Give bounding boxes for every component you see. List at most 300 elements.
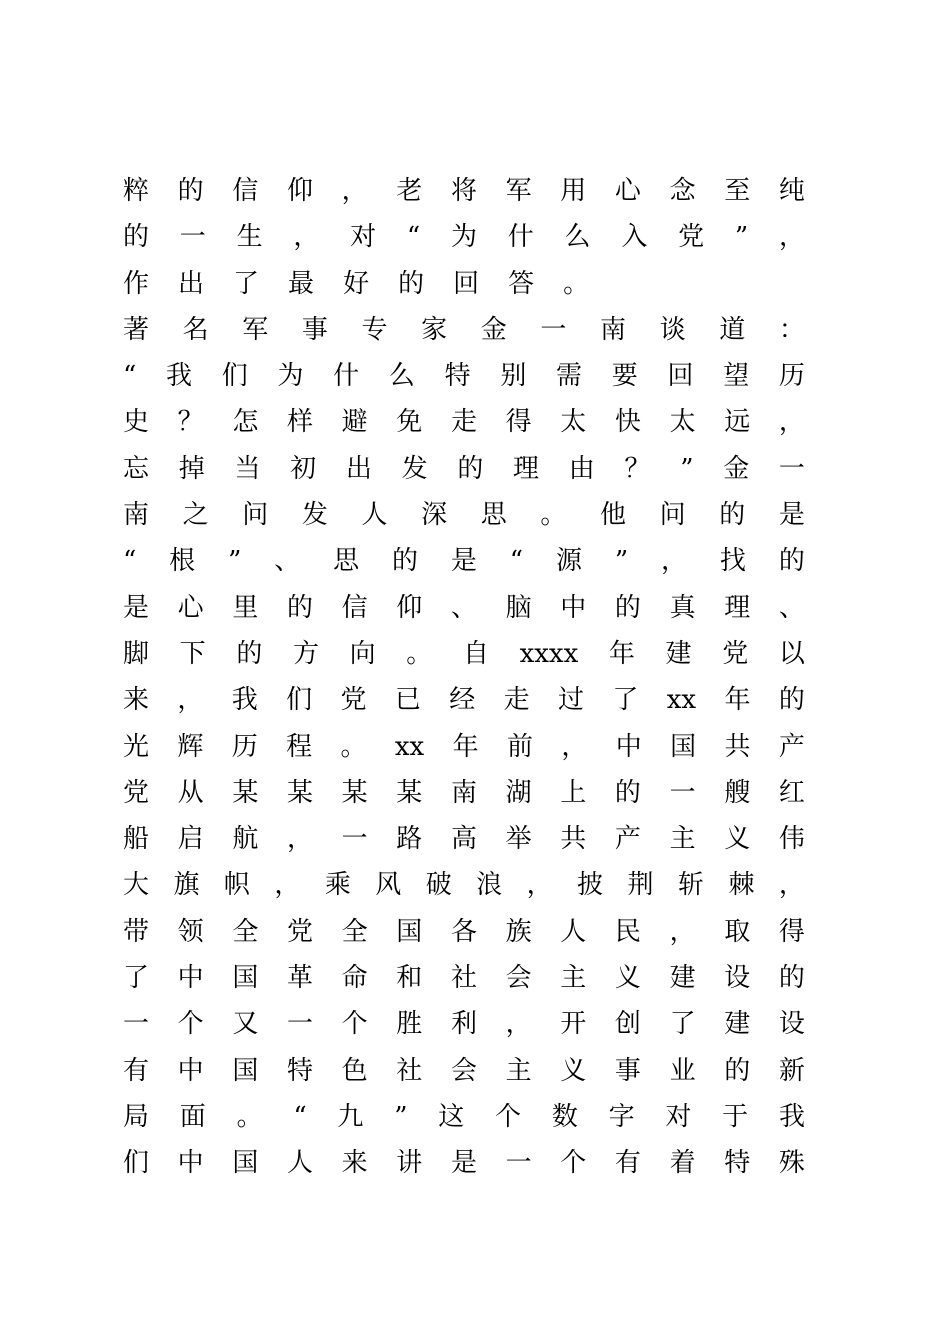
text-glyph: 国	[232, 963, 259, 994]
text-glyph: 念	[669, 176, 696, 206]
text-glyph: 某	[232, 777, 259, 808]
text-glyph: ”	[228, 546, 242, 577]
text-glyph: 历	[231, 731, 258, 762]
text-glyph: 的	[778, 685, 805, 716]
text-glyph: 披	[577, 870, 604, 901]
text-glyph: 个	[177, 1009, 204, 1040]
text-line	[123, 770, 805, 816]
text-glyph: 道	[719, 314, 746, 345]
text-glyph: 举	[505, 824, 532, 855]
text-glyph: 这	[438, 1101, 465, 1132]
text-glyph: ”	[394, 1101, 408, 1132]
text-glyph: 出	[345, 453, 372, 484]
text-glyph: “	[123, 546, 137, 577]
text-glyph: 掉	[178, 453, 205, 484]
text-glyph: 南	[450, 777, 477, 808]
text-glyph: 数	[551, 1101, 578, 1132]
text-glyph: ，	[778, 870, 805, 901]
text-glyph: 于	[722, 1101, 749, 1132]
text-glyph: ，	[661, 546, 688, 577]
text-glyph: 答	[508, 268, 535, 299]
text-glyph: xx	[394, 731, 425, 762]
text-glyph: 个	[560, 1148, 587, 1179]
text-glyph: 出	[178, 268, 205, 299]
text-glyph: 上	[560, 777, 587, 808]
text-glyph: 领	[177, 916, 204, 947]
text-glyph: 深	[421, 500, 448, 531]
text-glyph: 破	[425, 870, 452, 901]
text-glyph: 个	[341, 1009, 368, 1040]
text-glyph: 事	[614, 1055, 641, 1086]
text-glyph: 的	[392, 546, 419, 577]
text-glyph: 的	[778, 546, 805, 577]
text-glyph: 军	[505, 176, 532, 206]
text-glyph: 初	[290, 453, 317, 484]
text-glyph: 大	[123, 870, 150, 901]
text-line	[123, 261, 805, 307]
text-glyph: ：	[778, 314, 805, 345]
text-glyph: 党	[678, 222, 705, 253]
text-glyph: 风	[375, 870, 402, 901]
text-glyph: xx	[666, 685, 697, 716]
text-glyph: 年	[608, 638, 635, 669]
text-glyph: 谈	[659, 314, 686, 345]
text-glyph: 了	[669, 1009, 696, 1040]
text-glyph: 金	[480, 314, 507, 345]
text-glyph: 殊	[778, 1148, 805, 1179]
text-glyph: 将	[450, 176, 477, 206]
text-glyph: 着	[669, 1148, 696, 1179]
text-glyph: 从	[177, 777, 204, 808]
text-line	[123, 399, 805, 445]
text-line	[123, 631, 805, 677]
text-glyph: 业	[669, 1055, 696, 1086]
text-glyph: 义	[614, 963, 641, 994]
text-glyph: 字	[608, 1101, 635, 1132]
text-glyph: 国	[396, 916, 423, 947]
text-glyph: 胜	[396, 1009, 423, 1040]
text-glyph: ，	[177, 685, 204, 716]
text-glyph: 的	[724, 1055, 751, 1086]
text-glyph: 党	[722, 638, 749, 669]
text-glyph: 么	[564, 222, 591, 253]
text-glyph: 望	[723, 361, 750, 392]
text-glyph: 航	[232, 824, 259, 855]
text-glyph: ，	[293, 222, 320, 253]
text-glyph: 中	[177, 1055, 204, 1086]
text-glyph: 回	[667, 361, 694, 392]
text-glyph: 理	[513, 453, 540, 484]
text-glyph: 党	[286, 916, 313, 947]
text-glyph: 中	[560, 592, 587, 623]
text-line	[123, 862, 805, 908]
text-line	[123, 1140, 805, 1186]
text-glyph: 一	[179, 222, 206, 253]
text-glyph: 个	[495, 1101, 522, 1132]
text-glyph: 的	[286, 592, 313, 623]
text-line	[123, 677, 805, 723]
text-glyph: 辉	[177, 731, 204, 762]
text-glyph: 、	[274, 546, 301, 577]
text-glyph: 程	[286, 731, 313, 762]
text-glyph: 旗	[173, 870, 200, 901]
text-glyph: 局	[123, 1101, 150, 1132]
text-glyph: 南	[600, 314, 627, 345]
text-line	[123, 724, 805, 770]
text-glyph: 。	[236, 1101, 263, 1132]
text-glyph: 共	[560, 824, 587, 855]
text-glyph: ，	[286, 824, 313, 855]
text-glyph: 避	[341, 407, 368, 438]
text-glyph: ，	[561, 731, 588, 762]
text-glyph: 中	[177, 1148, 204, 1179]
text-glyph: ”	[614, 546, 629, 577]
text-glyph: 为	[277, 361, 304, 392]
text-glyph: 南	[123, 500, 150, 531]
text-glyph: 著	[123, 314, 150, 345]
text-glyph: 我	[166, 361, 193, 392]
text-glyph: 发	[301, 500, 328, 531]
text-glyph: 国	[232, 1148, 259, 1179]
text-glyph: 讲	[396, 1148, 423, 1179]
text-glyph: 取	[724, 916, 751, 947]
text-glyph: 红	[778, 777, 805, 808]
text-glyph: ？	[177, 407, 204, 438]
text-glyph: 主	[505, 1055, 532, 1086]
text-glyph: 湖	[505, 777, 532, 808]
text-glyph: 全	[341, 916, 368, 947]
text-glyph: 义	[724, 824, 751, 855]
text-glyph: 前	[506, 731, 533, 762]
text-glyph: 中	[615, 731, 642, 762]
text-glyph: 远	[724, 407, 751, 438]
text-glyph: 年	[724, 685, 751, 716]
text-glyph: 的	[457, 453, 484, 484]
text-glyph: 来	[123, 685, 150, 716]
text-glyph: 我	[231, 685, 258, 716]
text-glyph: 得	[778, 916, 805, 947]
text-glyph: 建	[669, 963, 696, 994]
text-glyph: 我	[778, 1101, 805, 1132]
text-glyph: “	[123, 361, 137, 392]
text-glyph: 一	[123, 1009, 150, 1040]
text-glyph: 某	[341, 777, 368, 808]
text-glyph: 用	[560, 176, 587, 206]
text-glyph: ，	[778, 407, 805, 438]
text-glyph: 主	[560, 963, 587, 994]
text-glyph: 命	[341, 963, 368, 994]
text-glyph: “	[509, 546, 524, 577]
text-glyph: 好	[343, 268, 370, 299]
text-glyph: 要	[611, 361, 638, 392]
text-glyph: 找	[719, 546, 746, 577]
text-glyph: ”	[734, 222, 749, 253]
text-glyph: 共	[724, 731, 751, 762]
text-glyph: 年	[452, 731, 479, 762]
text-line	[123, 816, 805, 862]
text-glyph: 一	[341, 824, 368, 855]
text-glyph: 、	[450, 592, 477, 623]
text-glyph: 向	[349, 638, 376, 669]
text-glyph: 设	[778, 1009, 805, 1040]
text-glyph: 心	[614, 176, 641, 206]
text-glyph: 设	[724, 963, 751, 994]
text-glyph: 主	[669, 824, 696, 855]
text-glyph: 经	[449, 685, 476, 716]
text-glyph: 棘	[728, 870, 755, 901]
text-glyph: 们	[221, 361, 248, 392]
text-glyph: 人	[286, 1148, 313, 1179]
text-glyph: 了	[612, 685, 639, 716]
text-glyph: 真	[669, 592, 696, 623]
text-glyph: 粹	[123, 176, 150, 206]
text-glyph: 全	[232, 916, 259, 947]
text-glyph: 是	[450, 546, 477, 577]
text-glyph: 是	[450, 1148, 477, 1179]
text-glyph: 会	[505, 963, 532, 994]
text-glyph: 为	[450, 222, 477, 253]
text-line	[123, 538, 805, 584]
text-glyph: 。	[540, 500, 567, 531]
text-glyph: 什	[507, 222, 534, 253]
text-line	[123, 1001, 805, 1047]
text-glyph: 党	[123, 777, 150, 808]
text-glyph: 思	[480, 500, 507, 531]
text-glyph: 已	[394, 685, 421, 716]
text-glyph: 带	[123, 916, 150, 947]
text-glyph: 是	[123, 592, 150, 623]
text-line	[123, 353, 805, 399]
text-glyph: 了	[233, 268, 260, 299]
text-glyph: 利	[450, 1009, 477, 1040]
text-glyph: 走	[450, 407, 477, 438]
text-glyph: ，	[778, 222, 805, 253]
text-glyph: 对	[350, 222, 377, 253]
text-glyph: 有	[123, 1055, 150, 1086]
text-line	[123, 307, 805, 353]
text-glyph: 特	[444, 361, 471, 392]
text-glyph: 的	[778, 963, 805, 994]
text-glyph: 色	[341, 1055, 368, 1086]
text-glyph: 生	[236, 222, 263, 253]
text-glyph: 伟	[778, 824, 805, 855]
text-glyph: 乘	[324, 870, 351, 901]
text-glyph: 特	[286, 1055, 313, 1086]
text-glyph: 金	[723, 453, 750, 484]
text-line	[123, 909, 805, 955]
text-glyph: 荆	[627, 870, 654, 901]
text-glyph: 对	[665, 1101, 692, 1132]
text-glyph: ，	[274, 870, 301, 901]
text-glyph: 得	[505, 407, 532, 438]
text-glyph: 根	[169, 546, 196, 577]
text-glyph: “	[406, 222, 421, 253]
text-glyph: 军	[242, 314, 269, 345]
text-glyph: 的	[398, 268, 425, 299]
text-glyph: “	[293, 1101, 307, 1132]
text-glyph: 过	[558, 685, 585, 716]
text-glyph: 下	[179, 638, 206, 669]
text-glyph: 家	[421, 314, 448, 345]
text-glyph: 快	[614, 407, 641, 438]
text-glyph: 斩	[677, 870, 704, 901]
text-glyph: 路	[396, 824, 423, 855]
text-line	[123, 955, 805, 1001]
text-glyph: 走	[503, 685, 530, 716]
text-glyph: 的	[177, 176, 204, 206]
text-glyph: 自	[462, 638, 489, 669]
text-glyph: ，	[669, 916, 696, 947]
text-glyph: 历	[778, 361, 805, 392]
text-glyph: 仰	[286, 176, 313, 206]
text-glyph: 建	[724, 1009, 751, 1040]
text-glyph: 作	[123, 268, 150, 299]
text-glyph: 忘	[123, 453, 150, 484]
text-glyph: 九	[337, 1101, 364, 1132]
text-glyph: 样	[286, 407, 313, 438]
text-glyph: 问	[659, 500, 686, 531]
text-glyph: 又	[232, 1009, 259, 1040]
text-glyph: 某	[396, 777, 423, 808]
text-glyph: 。	[340, 731, 367, 762]
text-glyph: 一	[286, 1009, 313, 1040]
text-glyph: 义	[560, 1055, 587, 1086]
text-glyph: ？	[624, 453, 651, 484]
text-glyph: 么	[388, 361, 415, 392]
text-glyph: 史	[123, 407, 150, 438]
text-glyph: 社	[450, 963, 477, 994]
text-glyph: 由	[568, 453, 595, 484]
text-glyph: 艘	[724, 777, 751, 808]
text-glyph: 的	[123, 222, 150, 253]
text-glyph: 中	[177, 963, 204, 994]
text-glyph: 源	[555, 546, 582, 577]
text-glyph: 人	[560, 916, 587, 947]
text-glyph: 面	[179, 1101, 206, 1132]
text-glyph: 脑	[505, 592, 532, 623]
text-glyph: 国	[670, 731, 697, 762]
text-glyph: 事	[301, 314, 328, 345]
text-glyph: 一	[540, 314, 567, 345]
text-glyph: 的	[614, 592, 641, 623]
text-glyph: 一	[669, 777, 696, 808]
text-glyph: 以	[778, 638, 805, 669]
text-line	[123, 214, 805, 260]
text-glyph: 里	[232, 592, 259, 623]
text-glyph: 太	[669, 407, 696, 438]
text-glyph: 船	[123, 824, 150, 855]
text-glyph: 产	[778, 731, 805, 762]
text-glyph: 革	[286, 963, 313, 994]
text-glyph: 至	[724, 176, 751, 206]
text-glyph: 启	[177, 824, 204, 855]
text-glyph: 们	[286, 685, 313, 716]
text-glyph: 了	[123, 963, 150, 994]
text-glyph: 人	[361, 500, 388, 531]
text-glyph: 理	[724, 592, 751, 623]
text-glyph: ”	[680, 453, 694, 484]
text-glyph: 的	[614, 777, 641, 808]
text-glyph: 信	[232, 176, 259, 206]
text-glyph: 国	[232, 1055, 259, 1086]
text-line	[123, 492, 805, 538]
text-glyph: 高	[450, 824, 477, 855]
text-glyph: 开	[560, 1009, 587, 1040]
text-glyph: 和	[396, 963, 423, 994]
text-line	[123, 1094, 805, 1140]
text-glyph: 某	[286, 777, 313, 808]
text-line	[123, 1048, 805, 1094]
text-glyph: 方	[292, 638, 319, 669]
text-glyph: 入	[621, 222, 648, 253]
body-text	[123, 168, 805, 1187]
text-glyph: 民	[614, 916, 641, 947]
text-glyph: 什	[333, 361, 360, 392]
text-glyph: 一	[778, 453, 805, 484]
text-line	[123, 446, 805, 492]
text-glyph: 问	[242, 500, 269, 531]
text-glyph: ，	[341, 176, 368, 206]
text-glyph: 创	[614, 1009, 641, 1040]
text-glyph: 名	[182, 314, 209, 345]
text-glyph: 当	[234, 453, 261, 484]
text-glyph: 免	[396, 407, 423, 438]
text-glyph: 的	[236, 638, 263, 669]
text-glyph: 纯	[778, 176, 805, 206]
text-glyph: 各	[450, 916, 477, 947]
text-glyph: 浪	[476, 870, 503, 901]
text-glyph: 特	[724, 1148, 751, 1179]
text-glyph: 、	[778, 592, 805, 623]
text-glyph: 太	[560, 407, 587, 438]
text-glyph: 信	[341, 592, 368, 623]
text-glyph: ，	[526, 870, 553, 901]
text-glyph: 光	[123, 731, 150, 762]
text-glyph: 产	[614, 824, 641, 855]
text-glyph: 回	[453, 268, 480, 299]
text-glyph: 社	[396, 1055, 423, 1086]
text-glyph: 新	[778, 1055, 805, 1086]
text-glyph: 最	[288, 268, 315, 299]
text-glyph: xxxx	[519, 638, 579, 669]
text-glyph: 党	[340, 685, 367, 716]
text-glyph: 会	[450, 1055, 477, 1086]
text-glyph: 别	[500, 361, 527, 392]
text-glyph: 一	[505, 1148, 532, 1179]
text-glyph: ，	[505, 1009, 532, 1040]
text-glyph: 怎	[232, 407, 259, 438]
text-glyph: 需	[556, 361, 583, 392]
text-glyph: 思	[333, 546, 360, 577]
text-glyph: 仰	[396, 592, 423, 623]
text-glyph: 。	[563, 268, 590, 299]
text-line	[123, 168, 805, 214]
text-glyph: 的	[719, 500, 746, 531]
text-glyph: 有	[614, 1148, 641, 1179]
text-glyph: 是	[778, 500, 805, 531]
text-glyph: 老	[396, 176, 423, 206]
text-line	[123, 585, 805, 631]
text-glyph: 心	[177, 592, 204, 623]
text-glyph: 来	[341, 1148, 368, 1179]
text-glyph: 们	[123, 1148, 150, 1179]
text-glyph: 发	[401, 453, 428, 484]
text-glyph: 脚	[123, 638, 150, 669]
text-glyph: 专	[361, 314, 388, 345]
text-glyph: 。	[406, 638, 433, 669]
text-glyph: 帜	[223, 870, 250, 901]
text-glyph: 族	[505, 916, 532, 947]
